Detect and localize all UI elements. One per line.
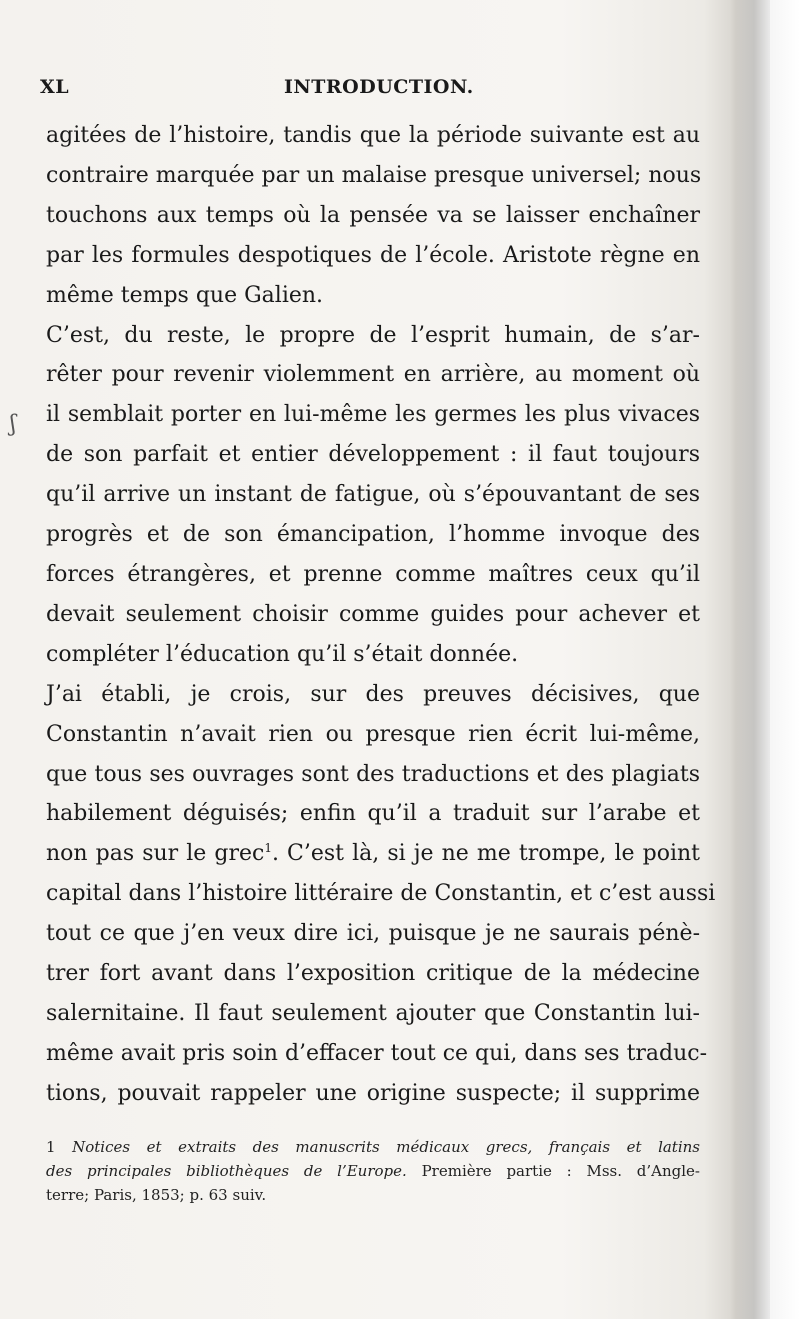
paragraph-2 [46, 316, 700, 675]
footnote-number: 1 [46, 1138, 56, 1156]
text-line: progrès et de son émancipation, l’homme invoque des [46, 522, 700, 548]
paragraph-1 [46, 116, 700, 316]
text-line: contraire marquée par un malaise presque universel; nous [46, 162, 702, 188]
paragraph-3 [46, 675, 716, 1114]
text-line: de son parfait et entier développement : il faut toujours [46, 442, 700, 468]
text-line: agitées de l’histoire, tandis que la période suivante est au [46, 123, 700, 148]
text-line: C’est, du reste, le propre de l’esprit humain, de s’ar- [46, 322, 700, 348]
text-line-with-footnote [46, 834, 700, 874]
running-header [40, 76, 700, 102]
text-line: même avait pris soin d’effacer tout ce qui, dans ses traduc- [46, 1040, 708, 1066]
text-line: trer fort avant dans l’exposition critique de la médecine [46, 961, 700, 987]
text-line: par les formules despotiques de l’école. Aristote règne en [46, 242, 700, 268]
text-fragment: non pas sur le grec [46, 841, 265, 867]
footnote-citation-title: Notices et extraits des manuscrits médicaux grecs, français et latins [72, 1138, 700, 1156]
footnote-line [46, 1159, 700, 1183]
margin-ink-mark: ʃ [10, 412, 16, 437]
text-line: salernitaine. Il faut seulement ajouter que Constantin lui- [46, 1000, 700, 1026]
text-line: forces étrangères, et prenne comme maîtres ceux qu’il [46, 561, 700, 587]
text-line: même temps que Galien. [46, 282, 324, 308]
page-number: XL [40, 76, 70, 98]
text-line: tout ce que j’en veux dire ici, puisque je ne saurais pénè- [46, 921, 700, 947]
footnote-line: terre; Paris, 1853; p. 63 suiv. [46, 1186, 267, 1204]
running-title: INTRODUCTION. [284, 76, 474, 98]
text-line: il semblait porter en lui-même les germes les plus vivaces [46, 402, 700, 428]
text-line: tions, pouvait rappeler une origine suspecte; il supprime [46, 1080, 700, 1106]
text-line: capital dans l’histoire littéraire de Constantin, et c’est aussi [46, 881, 716, 907]
footnote-citation-title: des principales bibliothèques de l’Europe. [46, 1162, 407, 1180]
text-line: J’ai établi, je crois, sur des preuves décisives, que [46, 681, 700, 707]
text-line: touchons aux temps où la pensée va se laisser enchaîner [46, 202, 700, 228]
footnote-text: Première partie : Mss. d’Angle- [406, 1162, 700, 1180]
text-fragment: . C’est là, si je ne me trompe, le point [271, 841, 700, 867]
main-text [46, 116, 716, 1114]
footnote-reference[interactable]: 1 [264, 841, 272, 856]
footnote-line [46, 1135, 700, 1159]
text-line: Constantin n’avait rien ou presque rien écrit lui-même, [46, 721, 700, 747]
text-line: rêter pour revenir violemment en arrière, au moment où [46, 362, 700, 388]
text-line: devait seulement choisir comme guides pour achever et [46, 601, 700, 627]
text-line: compléter l’éducation qu’il s’était donnée. [46, 641, 519, 667]
text-line: que tous ses ouvrages sont des traductions et des plagiats [46, 761, 700, 787]
text-line: habilement déguisés; enfin qu’il a traduit sur l’arabe et [46, 801, 700, 827]
text-line: qu’il arrive un instant de fatigue, où s’épouvantant de ses [46, 482, 700, 508]
footnote [46, 1135, 700, 1207]
page-fold-shadow [730, 0, 770, 1319]
